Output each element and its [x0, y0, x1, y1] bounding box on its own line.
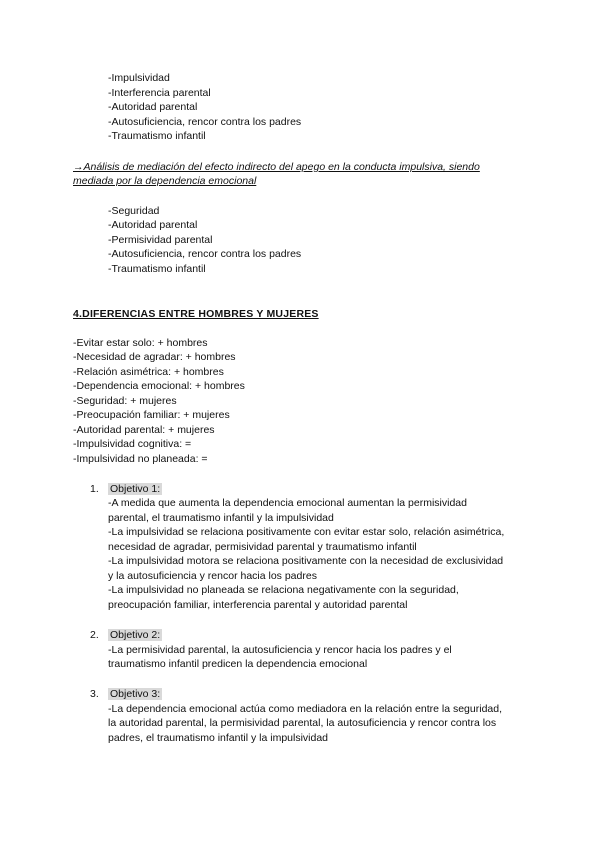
objective-number: 2.: [90, 629, 99, 641]
objective-text: -La permisividad parental, la autosuficiencia y rencor hacia los padres y el: [108, 644, 452, 656]
list-item: -Impulsividad no planeada: =: [73, 453, 208, 465]
objective-heading: [90, 628, 162, 642]
objective-text: -La impulsividad se relaciona positivamente con evitar estar solo, relación asimétrica,: [108, 526, 505, 538]
objective-heading: [90, 482, 162, 496]
objective-text: necesidad de agradar, permisividad parental y traumatismo infantil: [108, 541, 417, 553]
objective-text: traumatismo infantil predicen la dependencia emocional: [108, 658, 368, 670]
list-item: -Seguridad: [108, 205, 160, 217]
objective-text: preocupación familiar, interferencia parental y autoridad parental: [108, 599, 408, 611]
list-item: -Permisividad parental: [108, 234, 213, 246]
objective-heading: [90, 687, 162, 701]
list-item: -Necesidad de agradar: + hombres: [73, 351, 236, 363]
list-item: -Autosuficiencia, rencor contra los padres: [108, 248, 302, 260]
mediation-note-line-2: mediada por la dependencia emocional: [73, 175, 257, 187]
objective-text: -La impulsividad no planeada se relaciona negativamente con la seguridad,: [108, 584, 459, 596]
objective-text: la autoridad parental, la permisividad parental, la autosuficiencia y rencor contra los: [108, 717, 497, 729]
list-item: -Seguridad: + mujeres: [73, 395, 177, 407]
list-item: -Autoridad parental: + mujeres: [73, 424, 215, 436]
list-item: -Evitar estar solo: + hombres: [73, 337, 208, 349]
objective-text: -La dependencia emocional actúa como mediadora en la relación entre la seguridad,: [108, 703, 503, 715]
objective-text: -La impulsividad motora se relaciona positivamente con la necesidad de exclusividad: [108, 555, 504, 567]
list-item: -Impulsividad: [108, 72, 170, 84]
list-item: -Impulsividad cognitiva: =: [73, 438, 192, 450]
list-item: -Relación asimétrica: + hombres: [73, 366, 224, 378]
objective-text: padres, el traumatismo infantil y la impulsividad: [108, 732, 329, 744]
objective-text: y la autosuficiencia y rencor hacia los padres: [108, 570, 317, 582]
objective-number: 1.: [90, 483, 99, 495]
objective-text: parental, el traumatismo infantil y la impulsividad: [108, 512, 334, 524]
objective-number: 3.: [90, 688, 99, 700]
objective-text: -A medida que aumenta la dependencia emocional aumentan la permisividad: [108, 497, 467, 509]
objective-label: Objetivo 3:: [110, 688, 161, 700]
mediation-note-line-1: →Análisis de mediación del efecto indirecto del apego en la conducta impulsiva, siendo: [73, 161, 480, 173]
list-item: -Autosuficiencia, rencor contra los padres: [108, 116, 302, 128]
list-item: -Preocupación familiar: + mujeres: [73, 409, 230, 421]
list-item: -Interferencia parental: [108, 87, 211, 99]
list-item: -Dependencia emocional: + hombres: [73, 380, 245, 392]
list-item: -Traumatismo infantil: [108, 263, 206, 275]
list-item: -Autoridad parental: [108, 219, 198, 231]
objective-label: Objetivo 2:: [110, 629, 161, 641]
list-item: -Traumatismo infantil: [108, 130, 206, 142]
list-item: -Autoridad parental: [108, 101, 198, 113]
section-heading: 4.DIFERENCIAS ENTRE HOMBRES Y MUJERES: [73, 308, 319, 320]
objective-label: Objetivo 1:: [110, 483, 161, 495]
